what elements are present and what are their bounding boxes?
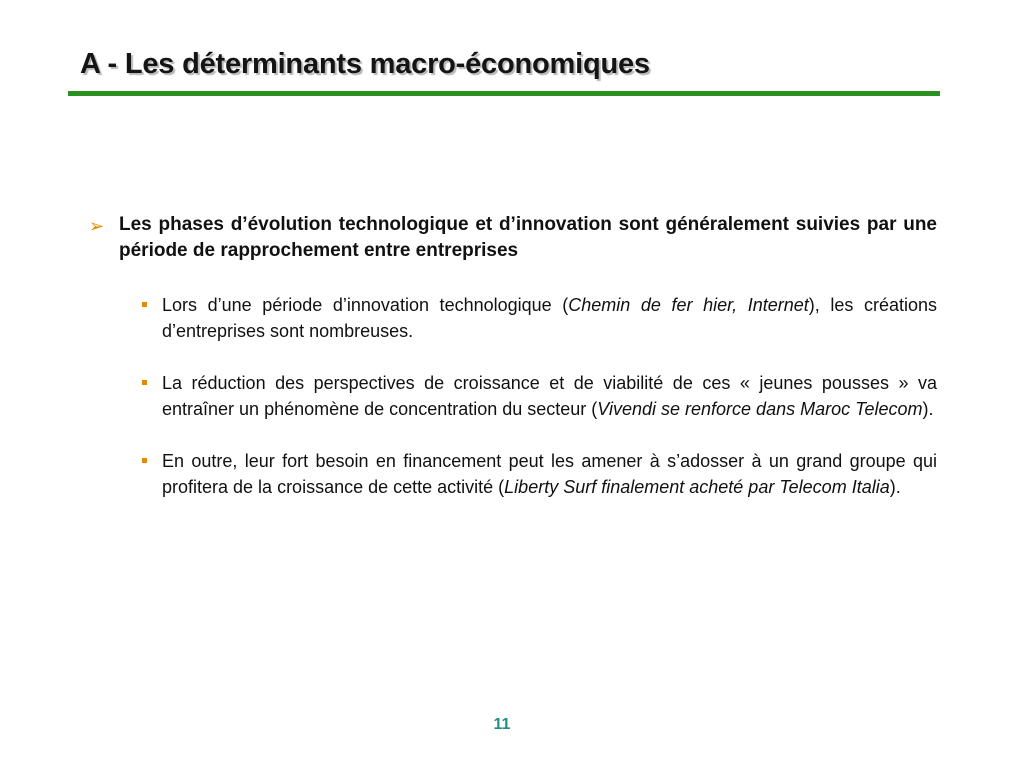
- sub-bullet-text-end: ).: [922, 399, 934, 419]
- main-bullet: [85, 212, 937, 264]
- square-bullet-icon: [142, 302, 147, 307]
- sub-bullet: [85, 448, 937, 500]
- sub-bullet: [85, 292, 937, 344]
- sub-bullet-text: Lors d’une période d’innovation technologique (: [162, 295, 569, 315]
- sub-bullet-example: Liberty Surf finalement acheté par Telecom Italia: [504, 477, 890, 497]
- arrow-bullet-icon: ➢: [89, 216, 105, 236]
- sub-bullet-text-end: ), les créations d’entreprises sont nombreuses.: [162, 295, 937, 341]
- slide-body: [85, 212, 937, 526]
- main-bullet-text: Les phases d’évolution technologique et d’innovation sont généralement suivies par une période de rapprochement entre entreprises: [119, 214, 937, 261]
- sub-bullet-text: La réduction des perspectives de croissance et de viabilité de ces « jeunes pousses » va entraîner un phénomène de concentration du secteur (: [162, 373, 937, 419]
- square-bullet-icon: [142, 380, 147, 385]
- title-underline: [68, 91, 940, 96]
- square-bullet-icon: [142, 458, 147, 463]
- sub-bullet-example: Vivendi se renforce dans Maroc Telecom: [597, 399, 923, 419]
- sub-bullet-text: En outre, leur fort besoin en financement peut les amener à s’adosser à un grand groupe qui profitera de la croissance de cette activité (: [162, 451, 937, 497]
- slide-title: A - Les déterminants macro-économiques: [80, 48, 650, 80]
- page-number: 11: [493, 716, 511, 733]
- sub-bullet: [85, 370, 937, 422]
- sub-bullet-example: Chemin de fer hier, Internet: [568, 295, 809, 315]
- sub-bullet-list: [85, 292, 937, 500]
- sub-bullet-text-end: ).: [889, 477, 901, 497]
